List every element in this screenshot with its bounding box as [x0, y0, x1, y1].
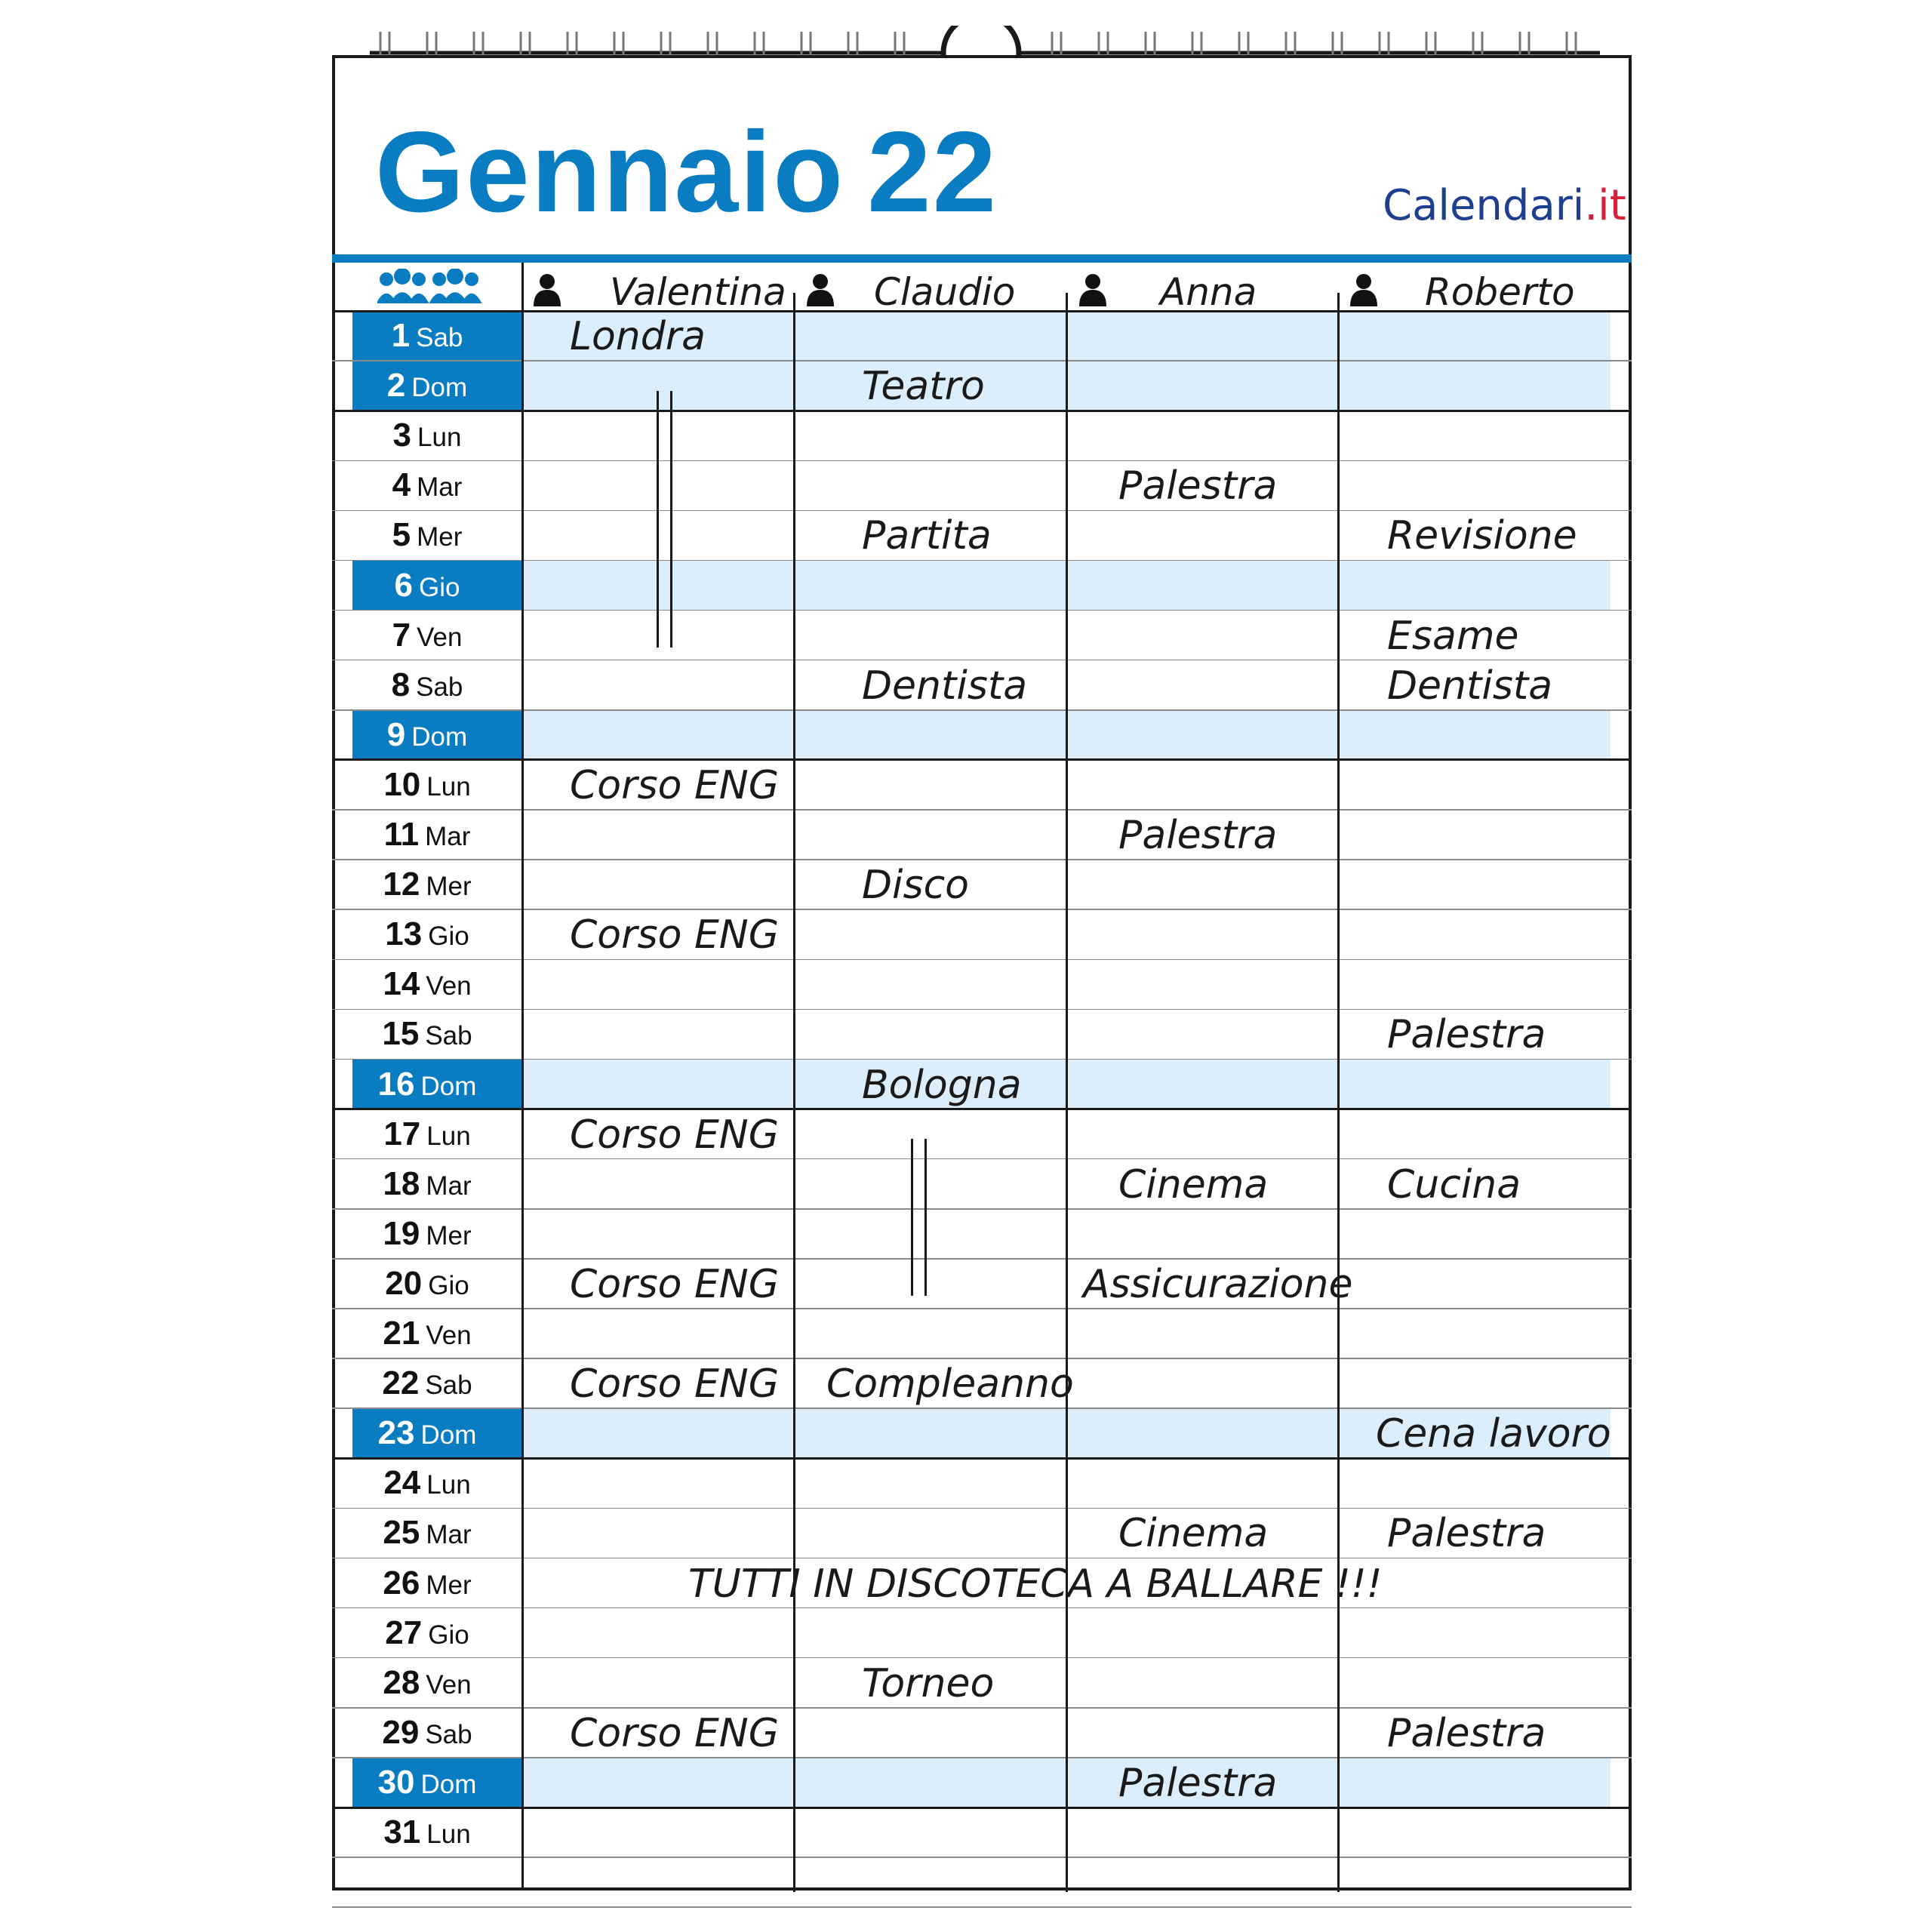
day-label [332, 760, 522, 810]
column-line [793, 293, 795, 1892]
row-line [332, 959, 1632, 961]
day-highlight-band [352, 1758, 1611, 1807]
calendar-entry: Palestra [1387, 1012, 1546, 1058]
day-of-week: Dom [420, 1420, 477, 1451]
day-label [332, 1358, 522, 1408]
day-number: 5 [392, 516, 411, 554]
day-label [332, 1309, 522, 1358]
row-line [332, 1857, 1632, 1858]
day-of-week: Mar [417, 472, 463, 503]
row-line [332, 1657, 1632, 1659]
day-label [332, 1259, 522, 1309]
day-of-week: Sab [425, 1371, 472, 1401]
calendar-entry: Partita [862, 513, 992, 559]
day-of-week: Mar [426, 1171, 472, 1201]
calendar-entry: Esame [1387, 613, 1519, 659]
row-line [332, 1158, 1632, 1160]
person-icon [1078, 273, 1108, 306]
day-number: 22 [382, 1364, 420, 1402]
day-of-week: Dom [411, 721, 468, 752]
row-line [332, 1558, 1632, 1559]
row-line [332, 460, 1632, 462]
day-label [332, 460, 522, 510]
day-number: 31 [383, 1814, 421, 1850]
day-label [332, 1458, 522, 1508]
row-line [332, 1607, 1632, 1609]
calendar-entry: Corso ENG [570, 1710, 779, 1756]
row-line [332, 660, 1632, 661]
day-of-week: Sab [425, 1719, 472, 1749]
person-name: Roberto [1425, 270, 1575, 314]
calendar-entry: Disco [862, 863, 969, 909]
day-label [332, 959, 522, 1009]
calendar-entry: Palestra [1387, 1511, 1546, 1557]
day-of-week: Mer [426, 872, 472, 902]
row-line [332, 1457, 1632, 1460]
row-line [332, 560, 1632, 561]
person-name: Claudio [874, 270, 1016, 314]
day-number: 29 [382, 1713, 420, 1751]
day-label [332, 1658, 522, 1708]
day-of-week: Gio [428, 921, 469, 952]
row-line [332, 709, 1632, 711]
range-marker-line [657, 391, 659, 648]
calendar-entry: Palestra [1387, 1710, 1546, 1756]
day-label [332, 660, 522, 710]
person-icon [532, 273, 562, 306]
calendar-entry: Palestra [1118, 463, 1278, 509]
day-label [332, 1807, 522, 1857]
day-highlight-band [352, 710, 1611, 760]
day-of-week: Mer [417, 522, 463, 552]
row-line [332, 610, 1632, 611]
range-marker-line [670, 391, 672, 648]
day-number: 9 [386, 715, 406, 753]
day-number: 2 [386, 367, 406, 405]
day-highlight-band [352, 561, 1611, 611]
day-label [332, 860, 522, 909]
day-label [332, 1209, 522, 1259]
year-label: 22 [867, 108, 998, 236]
column-line [521, 263, 524, 1890]
day-of-week: Ven [426, 971, 472, 1001]
row-line [332, 360, 1632, 361]
day-number: 12 [383, 866, 420, 903]
row-line [332, 1707, 1632, 1709]
day-of-week: Lun [426, 771, 471, 801]
day-of-week: Mer [426, 1220, 472, 1251]
row-line [332, 1108, 1632, 1110]
day-number: 25 [383, 1514, 420, 1552]
day-number: 15 [382, 1015, 420, 1053]
row-line [332, 1508, 1632, 1509]
day-label [332, 1558, 522, 1608]
calendar-entry: Teatro [862, 364, 985, 410]
day-label [332, 311, 522, 361]
row-line [332, 1906, 1632, 1908]
column-line [1337, 293, 1340, 1892]
calendar-entry: Torneo [862, 1660, 995, 1706]
day-label [332, 710, 522, 760]
row-line [332, 1757, 1632, 1758]
day-number: 16 [377, 1065, 415, 1103]
day-label [332, 1408, 522, 1458]
calendar-entry: Dentista [862, 663, 1028, 709]
day-of-week: Ven [426, 1321, 472, 1350]
day-label [332, 1159, 522, 1209]
day-number: 20 [385, 1264, 423, 1302]
day-of-week: Lun [417, 423, 462, 453]
row-line [332, 410, 1632, 412]
day-of-week: Sab [425, 1021, 472, 1051]
day-of-week: Dom [420, 1769, 477, 1799]
day-label [332, 411, 522, 460]
day-number: 3 [392, 417, 412, 454]
row-line [332, 1009, 1632, 1011]
day-number: 30 [377, 1763, 415, 1801]
row-line [332, 809, 1632, 811]
month-name: Gennaio [375, 108, 845, 236]
day-label [332, 909, 522, 959]
row-line [332, 1358, 1632, 1359]
day-of-week: Gio [428, 1270, 469, 1300]
day-label [332, 1608, 522, 1658]
range-marker-line [924, 1139, 927, 1296]
day-label [332, 1109, 522, 1159]
day-label [332, 611, 522, 660]
calendar-entry: Corso ENG [570, 1361, 779, 1407]
calendar-entry: Bologna [862, 1062, 1022, 1108]
calendar-entry: Corso ENG [570, 1112, 779, 1158]
day-label [332, 1009, 522, 1059]
calendar-entry: Cena lavoro [1376, 1411, 1611, 1457]
day-of-week: Mer [426, 1570, 472, 1600]
row-line [332, 1407, 1632, 1409]
range-marker-line [911, 1139, 913, 1296]
day-number: 7 [392, 616, 411, 654]
day-of-week: Lun [426, 1121, 471, 1151]
calendar-entry: TUTTI IN DISCOTECA A BALLARE !!! [688, 1561, 1383, 1607]
day-label [332, 361, 522, 411]
calendar-entry: Corso ENG [570, 1261, 779, 1307]
day-number: 23 [377, 1414, 415, 1452]
calendar-entry: Palestra [1118, 1760, 1278, 1806]
day-number: 4 [392, 466, 411, 504]
row-line [332, 1258, 1632, 1260]
day-label [332, 810, 522, 860]
person-icon [805, 273, 835, 306]
day-number: 8 [391, 666, 411, 703]
day-highlight-band [352, 311, 1611, 361]
day-number: 18 [383, 1164, 420, 1202]
day-number: 1 [391, 317, 411, 354]
day-of-week: Dom [420, 1071, 477, 1101]
day-of-week: Ven [417, 622, 463, 652]
brand-tld: .it [1584, 181, 1626, 230]
day-of-week: Sab [416, 672, 463, 702]
day-number: 17 [383, 1115, 421, 1152]
group-people-icon [377, 269, 491, 306]
calendar-entry: Cucina [1387, 1161, 1521, 1208]
day-number: 10 [383, 765, 421, 803]
day-label [332, 561, 522, 611]
day-number: 11 [383, 816, 420, 853]
day-of-week: Mar [426, 1520, 472, 1550]
row-line [332, 1208, 1632, 1210]
calendar-entry: Revisione [1387, 513, 1577, 559]
day-of-week: Dom [411, 373, 468, 403]
day-of-week: Lun [426, 1820, 471, 1849]
calendar-entry: Compleanno [826, 1361, 1074, 1407]
day-number: 28 [383, 1663, 420, 1701]
person-name: Anna [1160, 270, 1257, 314]
person-name: Valentina [610, 270, 786, 314]
calendar-entry: Londra [570, 314, 706, 359]
calendar-entry: Cinema [1118, 1511, 1269, 1557]
calendar-entry: Corso ENG [570, 762, 779, 808]
day-number: 13 [385, 915, 423, 953]
day-of-week: Gio [428, 1620, 469, 1650]
day-of-week: Lun [426, 1470, 471, 1500]
calendar-entry: Corso ENG [570, 912, 779, 958]
calendar-entry: Cinema [1118, 1161, 1269, 1208]
row-line [332, 1807, 1632, 1809]
row-line [332, 1059, 1632, 1060]
calendar-entry: Dentista [1387, 663, 1553, 709]
day-number: 6 [394, 566, 413, 604]
day-of-week: Gio [419, 572, 460, 602]
day-number: 19 [383, 1214, 420, 1252]
person-icon [1349, 273, 1379, 306]
day-number: 27 [385, 1614, 423, 1651]
day-label [332, 1060, 522, 1109]
row-line [332, 510, 1632, 512]
day-number: 24 [383, 1464, 421, 1502]
day-number: 26 [383, 1564, 420, 1601]
day-of-week: Ven [426, 1669, 472, 1700]
day-of-week: Sab [416, 323, 463, 352]
row-line [332, 758, 1632, 761]
day-label [332, 1508, 522, 1558]
brand-name: Calendari [1383, 181, 1585, 230]
day-of-week: Mar [425, 822, 471, 851]
calendar-entry: Palestra [1118, 813, 1278, 858]
row-line [332, 859, 1632, 860]
calendar-entry: Assicurazione [1083, 1261, 1353, 1307]
day-label [332, 1708, 522, 1758]
row-line [332, 1308, 1632, 1309]
column-line [1066, 293, 1068, 1892]
day-label [332, 510, 522, 560]
row-line [332, 909, 1632, 910]
day-label [332, 1758, 522, 1807]
day-number: 14 [383, 965, 420, 1003]
day-number: 21 [383, 1315, 420, 1352]
